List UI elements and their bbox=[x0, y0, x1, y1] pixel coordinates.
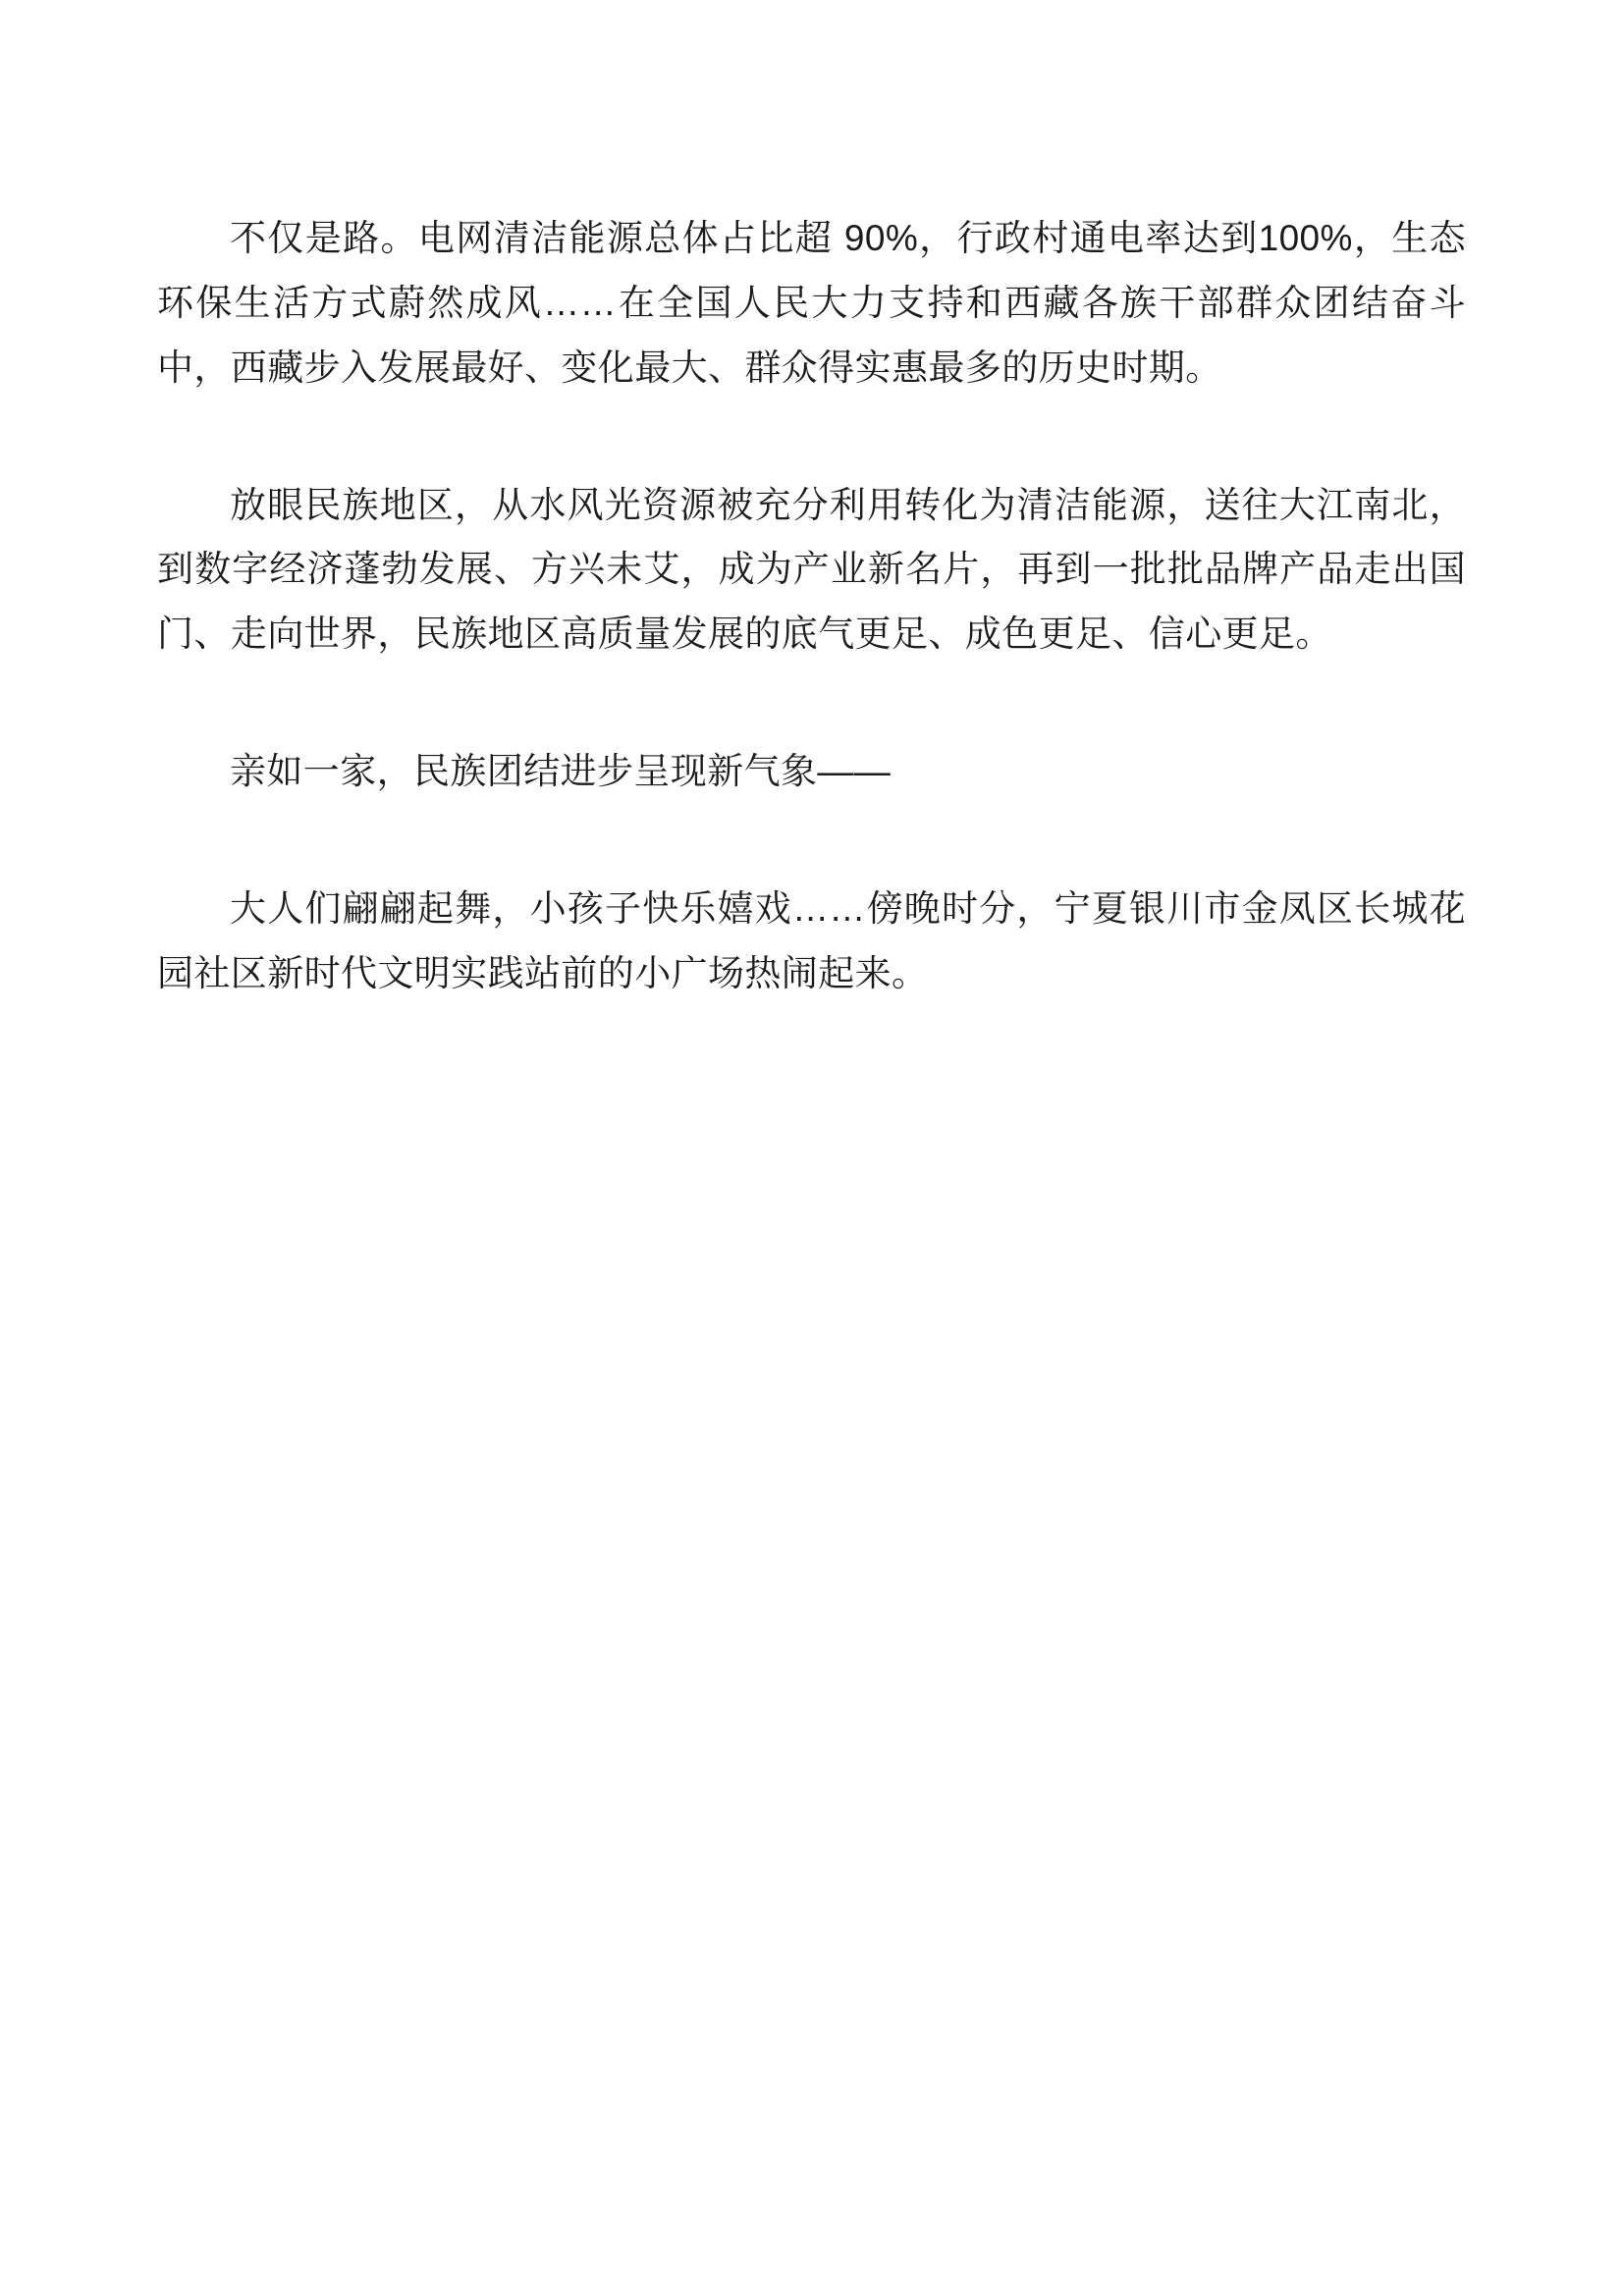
paragraph-1: 不仅是路。电网清洁能源总体占比超 90%，行政村通电率达到100%，生态环保生活方式蔚然成风……在全国人民大力支持和西藏各族干部群众团结奋斗中，西藏步入发展最好、变化最大、群众得实惠最多的历史时期。 bbox=[157, 218, 1466, 388]
page-bottom-space bbox=[157, 1006, 1466, 1517]
paragraph-2: 放眼民族地区，从水风光资源被充分利用转化为清洁能源，送往大江南北，到数字经济蓬勃发展、方兴未艾，成为产业新名片，再到一批批品牌产品走出国门、走向世界，民族地区高质量发展的底气更足、成色更足、信心更足。 bbox=[157, 484, 1466, 655]
paragraph-3: 亲如一家，民族团结进步呈现新气象—— bbox=[230, 751, 892, 792]
document-body bbox=[157, 206, 1466, 1517]
paragraph-4: 大人们翩翩起舞，小孩子快乐嬉戏……傍晚时分，宁夏银川市金凤区长城花园社区新时代文明实践站前的小广场热闹起来。 bbox=[157, 888, 1466, 993]
